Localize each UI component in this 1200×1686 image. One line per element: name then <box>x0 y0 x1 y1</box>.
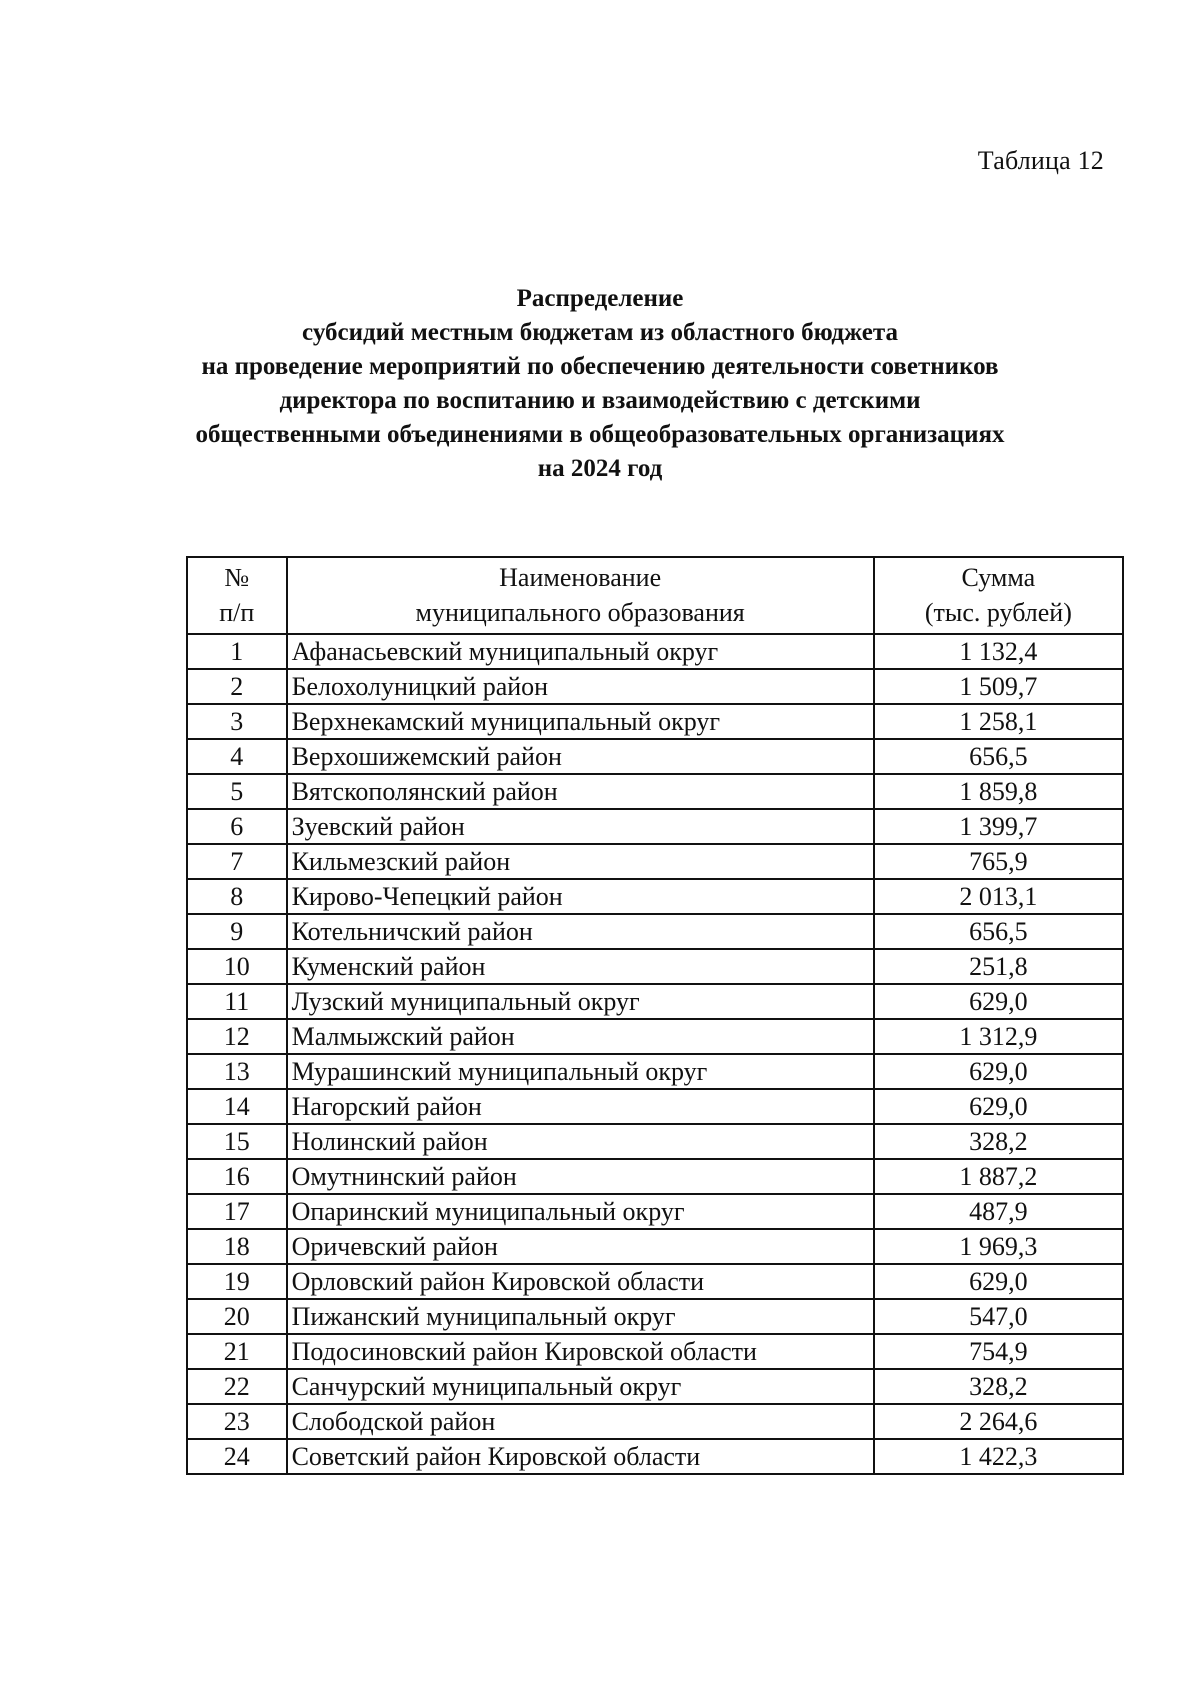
row-municipality-name: Пижанский муниципальный округ <box>287 1299 874 1334</box>
heading-line: субсидий местным бюджетам из областного бюджета <box>302 319 898 346</box>
header-name-line2: муниципального образования <box>415 598 745 627</box>
row-municipality-name: Санчурский муниципальный округ <box>287 1369 874 1404</box>
table-row <box>187 914 1123 949</box>
table-row <box>187 844 1123 879</box>
table-label: Таблица 12 <box>977 146 1104 175</box>
row-municipality-name: Слободской район <box>287 1404 874 1439</box>
row-sum: 547,0 <box>874 1299 1123 1334</box>
table-row <box>187 1299 1123 1334</box>
heading-line: на проведение мероприятий по обеспечению деятельности советников <box>201 353 999 380</box>
table-row <box>187 1124 1123 1159</box>
table-row <box>187 774 1123 809</box>
row-municipality-name: Малмыжский район <box>287 1019 874 1054</box>
table-row <box>187 1369 1123 1404</box>
row-sum: 1 969,3 <box>874 1229 1123 1264</box>
heading-line: общественными объединениями в общеобразовательных организациях <box>195 421 1005 448</box>
row-municipality-name: Лузский муниципальный округ <box>287 984 874 1019</box>
row-sum: 1 859,8 <box>874 774 1123 809</box>
row-number: 7 <box>187 844 287 879</box>
heading-line: директора по воспитанию и взаимодействию с детскими <box>279 387 921 414</box>
row-number: 19 <box>187 1264 287 1299</box>
row-sum: 1 258,1 <box>874 704 1123 739</box>
table-row <box>187 1439 1123 1474</box>
table-row <box>187 1089 1123 1124</box>
row-municipality-name: Омутнинский район <box>287 1159 874 1194</box>
row-number: 11 <box>187 984 287 1019</box>
row-sum: 754,9 <box>874 1334 1123 1369</box>
table-row <box>187 949 1123 984</box>
row-number: 20 <box>187 1299 287 1334</box>
table-row <box>187 1264 1123 1299</box>
row-number: 12 <box>187 1019 287 1054</box>
row-number: 3 <box>187 704 287 739</box>
row-sum: 1 509,7 <box>874 669 1123 704</box>
row-number: 2 <box>187 669 287 704</box>
row-sum: 1 399,7 <box>874 809 1123 844</box>
row-sum: 1 312,9 <box>874 1019 1123 1054</box>
row-sum: 1 422,3 <box>874 1439 1123 1474</box>
row-number: 18 <box>187 1229 287 1264</box>
row-municipality-name: Нолинский район <box>287 1124 874 1159</box>
table-header-row <box>187 557 1123 634</box>
row-sum: 656,5 <box>874 739 1123 774</box>
header-number <box>187 557 287 634</box>
table-row <box>187 1334 1123 1369</box>
row-number: 13 <box>187 1054 287 1089</box>
row-municipality-name: Вятскополянский район <box>287 774 874 809</box>
row-municipality-name: Советский район Кировской области <box>287 1439 874 1474</box>
table-body <box>187 634 1123 1474</box>
table-row <box>187 1404 1123 1439</box>
table-row <box>187 984 1123 1019</box>
row-number: 24 <box>187 1439 287 1474</box>
row-number: 14 <box>187 1089 287 1124</box>
header-name <box>287 557 874 634</box>
row-municipality-name: Кильмезский район <box>287 844 874 879</box>
row-sum: 629,0 <box>874 1054 1123 1089</box>
table-row <box>187 704 1123 739</box>
row-sum: 328,2 <box>874 1369 1123 1404</box>
row-municipality-name: Опаринский муниципальный округ <box>287 1194 874 1229</box>
row-number: 22 <box>187 1369 287 1404</box>
row-municipality-name: Зуевский район <box>287 809 874 844</box>
row-number: 5 <box>187 774 287 809</box>
row-sum: 629,0 <box>874 984 1123 1019</box>
row-sum: 1 887,2 <box>874 1159 1123 1194</box>
table-row <box>187 1229 1123 1264</box>
subsidy-table <box>186 556 1124 1475</box>
document-heading <box>150 282 1050 486</box>
header-sum <box>874 557 1123 634</box>
row-municipality-name: Орловский район Кировской области <box>287 1264 874 1299</box>
row-sum: 765,9 <box>874 844 1123 879</box>
row-sum: 2 013,1 <box>874 879 1123 914</box>
heading-line: Распределение <box>516 285 684 312</box>
row-sum: 251,8 <box>874 949 1123 984</box>
table-row <box>187 1194 1123 1229</box>
header-number-line2: п/п <box>219 598 255 627</box>
row-municipality-name: Белохолуницкий район <box>287 669 874 704</box>
row-sum: 328,2 <box>874 1124 1123 1159</box>
heading-line: на 2024 год <box>537 455 663 482</box>
row-number: 1 <box>187 634 287 669</box>
table-row <box>187 1054 1123 1089</box>
row-number: 17 <box>187 1194 287 1229</box>
table-row <box>187 1159 1123 1194</box>
row-sum: 1 132,4 <box>874 634 1123 669</box>
header-sum-line2: (тыс. рублей) <box>924 598 1072 627</box>
row-municipality-name: Оричевский район <box>287 1229 874 1264</box>
row-number: 8 <box>187 879 287 914</box>
row-municipality-name: Верхнекамский муниципальный округ <box>287 704 874 739</box>
header-number-line1: № <box>224 563 250 592</box>
row-municipality-name: Мурашинский муниципальный округ <box>287 1054 874 1089</box>
row-sum: 629,0 <box>874 1264 1123 1299</box>
row-municipality-name: Нагорский район <box>287 1089 874 1124</box>
row-sum: 487,9 <box>874 1194 1123 1229</box>
row-municipality-name: Куменский район <box>287 949 874 984</box>
row-number: 10 <box>187 949 287 984</box>
table-row <box>187 1019 1123 1054</box>
row-number: 9 <box>187 914 287 949</box>
row-number: 4 <box>187 739 287 774</box>
row-municipality-name: Афанасьевский муниципальный округ <box>287 634 874 669</box>
row-sum: 656,5 <box>874 914 1123 949</box>
row-number: 16 <box>187 1159 287 1194</box>
row-sum: 629,0 <box>874 1089 1123 1124</box>
row-number: 6 <box>187 809 287 844</box>
table-row <box>187 669 1123 704</box>
table-row <box>187 879 1123 914</box>
row-municipality-name: Подосиновский район Кировской области <box>287 1334 874 1369</box>
row-number: 15 <box>187 1124 287 1159</box>
row-number: 23 <box>187 1404 287 1439</box>
table-row <box>187 634 1123 669</box>
header-sum-line1: Сумма <box>961 563 1036 592</box>
table-row <box>187 809 1123 844</box>
row-sum: 2 264,6 <box>874 1404 1123 1439</box>
header-name-line1: Наименование <box>499 563 662 592</box>
row-municipality-name: Верхошижемский район <box>287 739 874 774</box>
row-municipality-name: Кирово-Чепецкий район <box>287 879 874 914</box>
row-number: 21 <box>187 1334 287 1369</box>
table-row <box>187 739 1123 774</box>
row-municipality-name: Котельничский район <box>287 914 874 949</box>
